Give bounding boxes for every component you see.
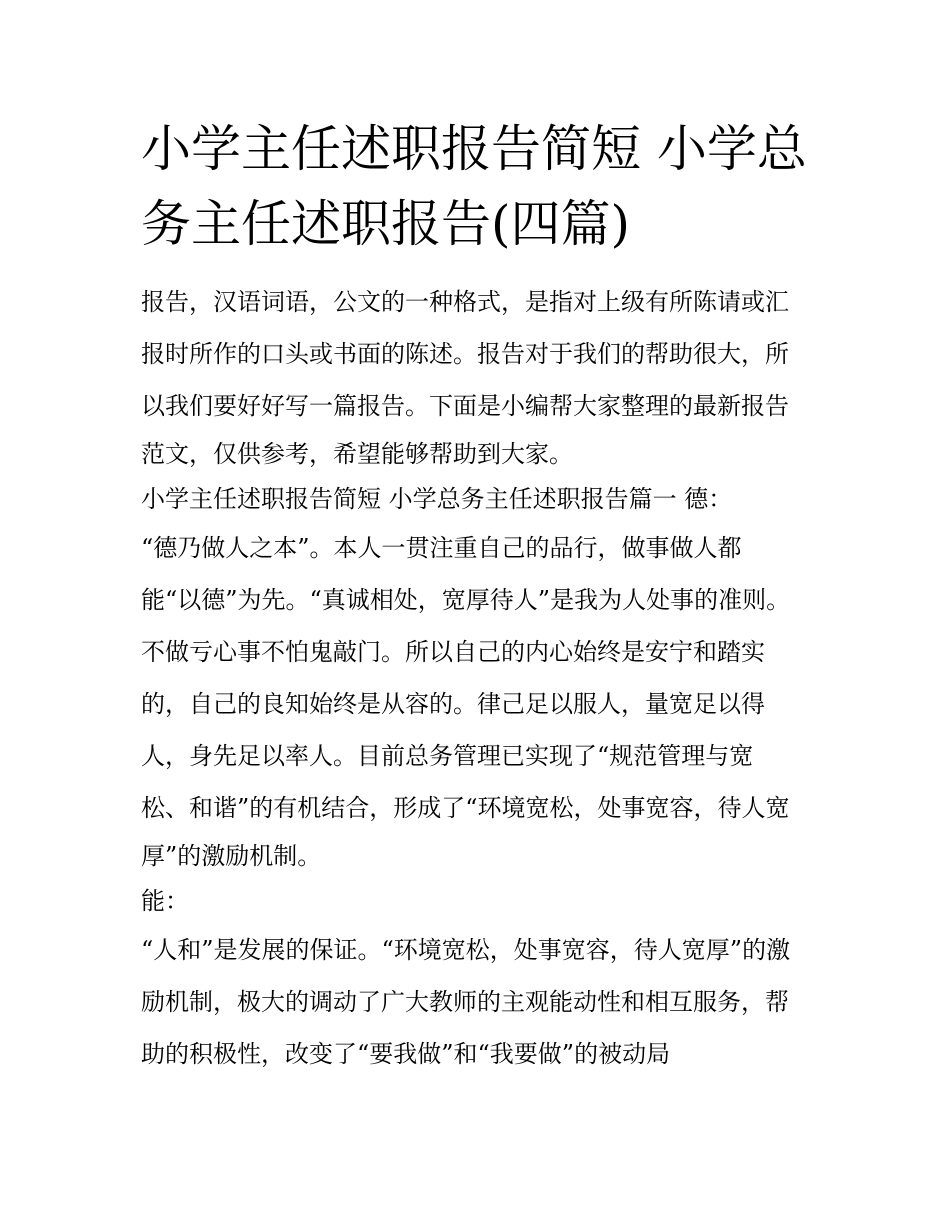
body-line: 以我们要好好写一篇报告。下面是小编帮大家整理的最新报告 [141, 392, 789, 420]
body-line: 不做亏心事不怕鬼敲门。所以自己的内心始终是安宁和踏实 [141, 638, 765, 666]
body-line: 的，自己的良知始终是从容的。律己足以服人，量宽足以得 [141, 690, 765, 718]
subsection-heading: 能： [141, 887, 189, 915]
body-line: 励机制，极大的调动了广大教师的主观能动性和相互服务，帮 [141, 988, 789, 1016]
body-line: 助的积极性，改变了“要我做”和“我要做”的被动局 [141, 1040, 671, 1068]
document-title [141, 112, 821, 262]
body-line: “人和”是发展的保证。“环境宽松，处事宽容，待人宽厚”的激 [141, 936, 791, 964]
section-heading: 小学主任述职报告简短 小学总务主任述职报告篇一 德： [141, 485, 733, 513]
body-line: 厚”的激励机制。 [141, 842, 322, 870]
body-line: 范文，仅供参考，希望能够帮助到大家。 [141, 440, 573, 468]
document-body [141, 276, 821, 1080]
title-line-1: 小学主任述职报告简短 小学总 [141, 120, 807, 178]
body-line: “德乃做人之本”。本人一贯注重自己的品行，做事做人都 [141, 534, 742, 562]
title-line-2: 务主任述职报告(四篇) [141, 195, 631, 253]
body-line: 报时所作的口头或书面的陈述。报告对于我们的帮助很大，所 [141, 340, 789, 368]
body-line: 能“以德”为先。“真诚相处，宽厚待人”是我为人处事的准则。 [141, 586, 791, 614]
body-line: 报告，汉语词语，公文的一种格式，是指对上级有所陈请或汇 [141, 288, 789, 316]
body-line: 人，身先足以率人。目前总务管理已实现了“规范管理与宽 [141, 742, 754, 770]
body-line: 松、和谐”的有机结合，形成了“环境宽松，处事宽容，待人宽 [141, 794, 790, 822]
